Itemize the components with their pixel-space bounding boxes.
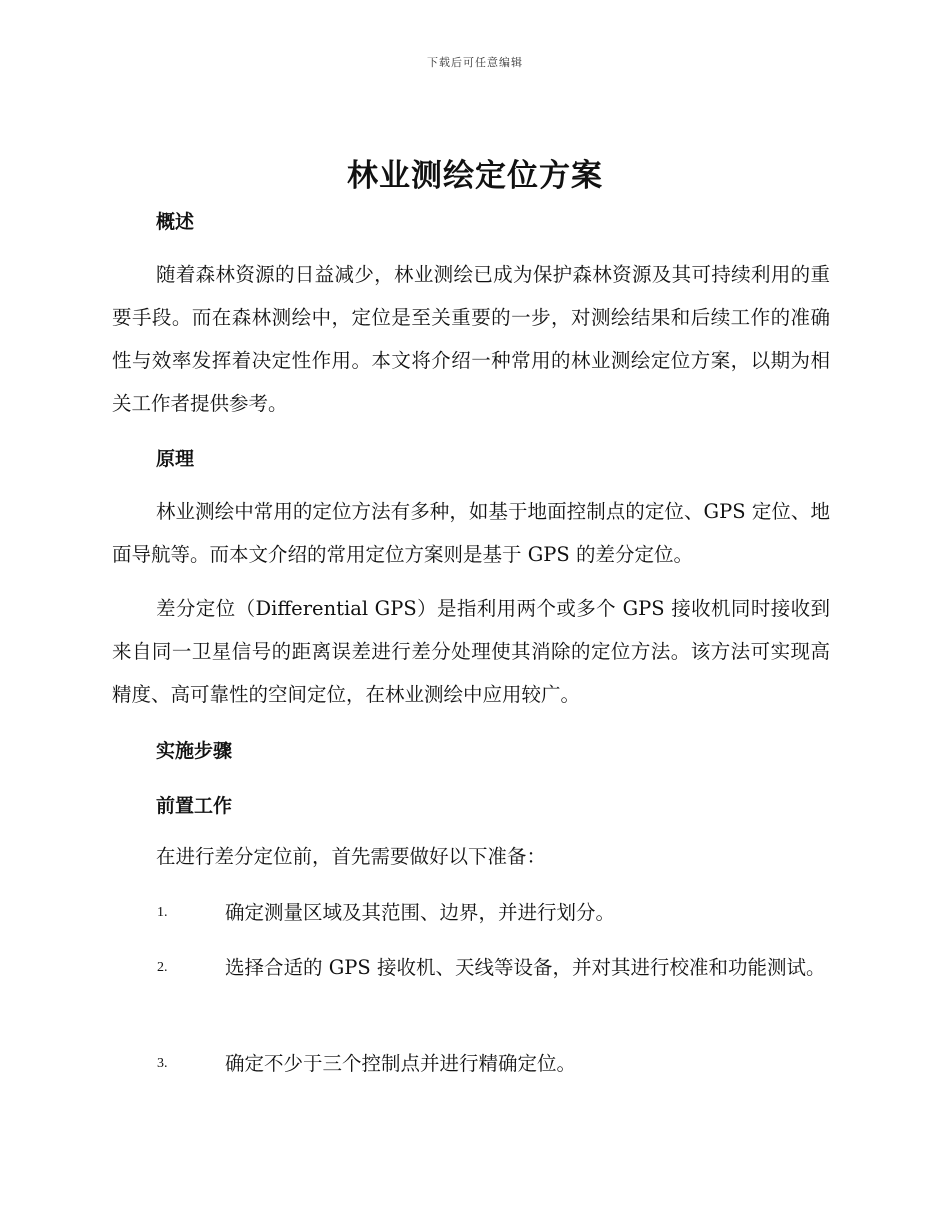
list-item-number: 3. bbox=[157, 1056, 168, 1071]
prep-intro: 在进行差分定位前，首先需要做好以下准备： bbox=[156, 845, 547, 868]
list-item bbox=[112, 1042, 842, 1085]
paragraph-overview: 随着森林资源的日益减少，林业测绘已成为保护森林资源及其可持续利用的重要手段。而在森林测绘中，定位是至关重要的一步，对测绘结果和后续工作的准确性与效率发挥着决定性作用。本文将介绍一种常用的林业测绘定位方案，以期为相关工作者提供参考。 bbox=[112, 263, 830, 415]
list-item bbox=[112, 891, 842, 934]
paragraph-principle-2: 差分定位（Differential GPS）是指利用两个或多个 GPS 接收机同时接收到来自同一卫星信号的距离误差进行差分处理使其消除的定位方法。该方法可实现高精度、高可靠性的空间定位，在林业测绘中应用较广。 bbox=[112, 597, 830, 706]
section-heading-overview: 概述 bbox=[156, 211, 195, 233]
subsection-heading-prep: 前置工作 bbox=[156, 795, 233, 817]
section-heading-steps: 实施步骤 bbox=[156, 740, 233, 762]
list-item-number: 1. bbox=[157, 905, 168, 920]
document-title: 林业测绘定位方案 bbox=[347, 158, 603, 194]
list-item-text: 确定不少于三个控制点并进行精确定位。 bbox=[225, 1052, 577, 1075]
list-item-text: 确定测量区域及其范围、边界，并进行划分。 bbox=[225, 901, 616, 924]
list-item bbox=[112, 946, 842, 989]
list-item-text: 选择合适的 GPS 接收机、天线等设备，并对其进行校准和功能测试。 bbox=[225, 956, 826, 979]
list-item-number: 2. bbox=[157, 960, 168, 975]
paragraph-principle-1: 林业测绘中常用的定位方法有多种，如基于地面控制点的定位、GPS 定位、地面导航等。而本文介绍的常用定位方案则是基于 GPS 的差分定位。 bbox=[112, 500, 830, 566]
section-heading-principle: 原理 bbox=[156, 448, 195, 470]
page-header-note: 下载后可任意编辑 bbox=[427, 56, 523, 69]
